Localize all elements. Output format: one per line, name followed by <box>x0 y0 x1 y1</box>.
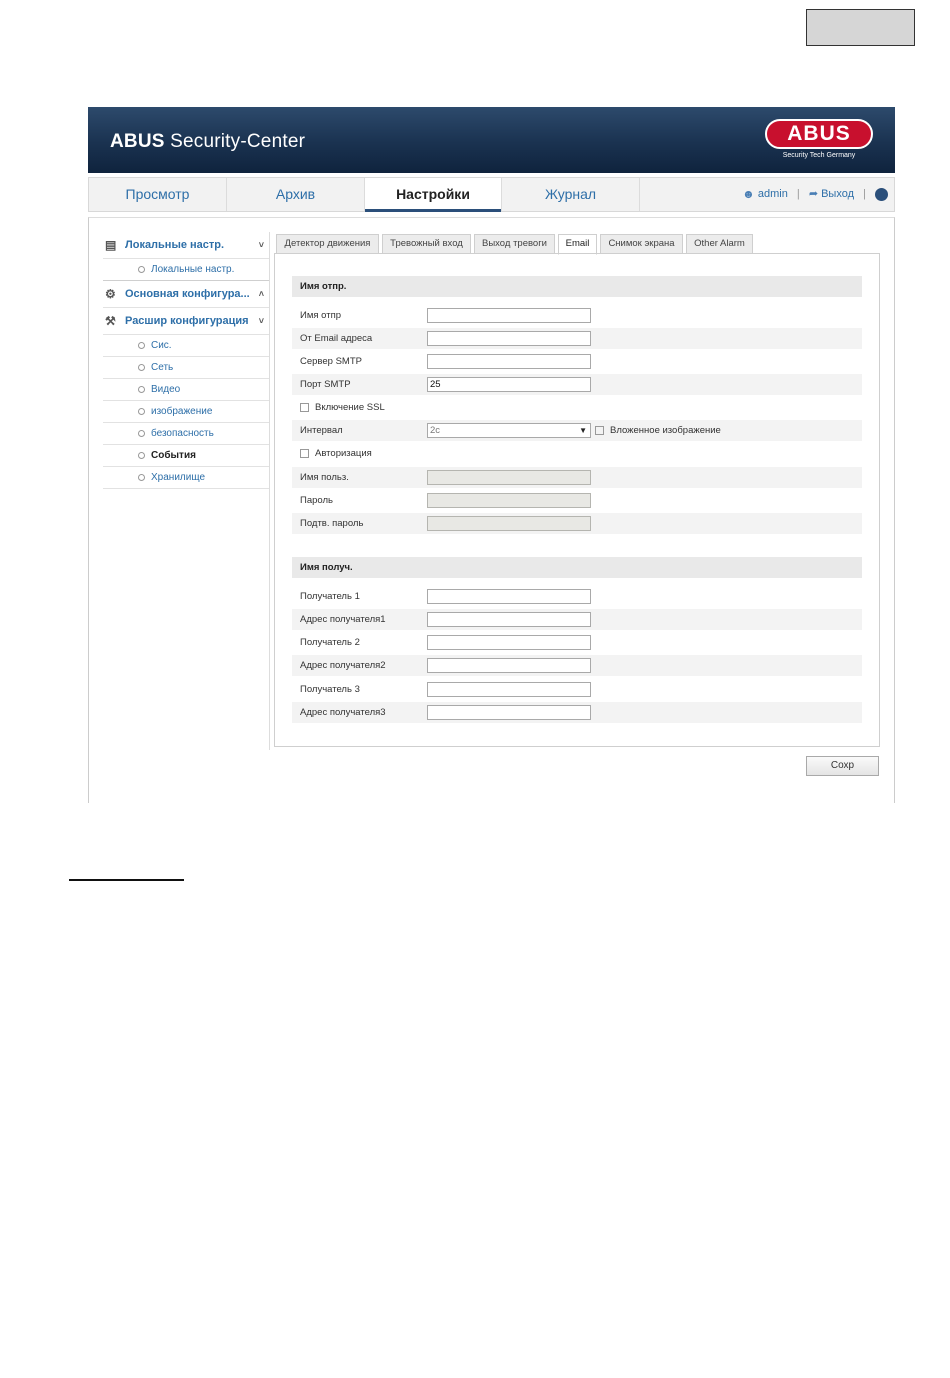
receiver3-addr-input[interactable] <box>427 705 591 720</box>
chevron-down-icon: ˅ <box>258 240 264 250</box>
sender-section-header: Имя отпр. <box>292 276 862 297</box>
receiver2-row: Получатель 2 <box>292 632 862 653</box>
subtab-alarm-input[interactable]: Тревожный вход <box>382 234 471 254</box>
smtp-server-row: Сервер SMTP <box>292 351 862 372</box>
ssl-checkbox[interactable] <box>300 403 309 412</box>
sidebar-item-local-settings[interactable]: Локальные настр. <box>103 259 270 281</box>
auth-row: Авторизация <box>292 443 862 464</box>
attach-image-checkbox[interactable] <box>595 426 604 435</box>
logo-tagline: Security Tech Germany <box>782 152 856 159</box>
user-link[interactable]: admin <box>757 188 788 200</box>
sender-name-input[interactable] <box>427 308 591 323</box>
auth-checkbox[interactable] <box>300 449 309 458</box>
monitor-icon: ▤ <box>105 238 117 252</box>
tab-archive[interactable]: Архив <box>275 186 316 202</box>
receiver1-addr-row: Адрес получателя1 <box>292 609 862 630</box>
wrench-icon: ⚒ <box>105 314 116 328</box>
save-button[interactable]: Сохр <box>806 756 879 776</box>
tab-preview[interactable]: Просмотр <box>125 186 190 202</box>
smtp-server-input[interactable] <box>427 354 591 369</box>
receiver3-row: Получатель 3 <box>292 679 862 700</box>
globe-icon[interactable] <box>875 188 888 201</box>
app-window <box>88 107 895 803</box>
chevron-down-icon: ˅ <box>258 316 264 326</box>
smtp-port-row: Порт SMTP 25 <box>292 374 862 395</box>
sidebar-group-basic[interactable]: ⚙ Основная конфигура... ˄ <box>103 281 270 308</box>
main-nav <box>88 177 895 212</box>
sidebar-item-image[interactable]: изображение <box>103 401 270 423</box>
sidebar-item-storage[interactable]: Хранилище <box>103 467 270 489</box>
username-row: Имя польз. <box>292 467 862 488</box>
dropdown-arrow-icon: ▼ <box>579 426 587 435</box>
sidebar <box>103 232 270 489</box>
subtab-email[interactable]: Email <box>558 234 597 255</box>
tab-log[interactable]: Журнал <box>544 186 597 202</box>
interval-select[interactable]: 2с ▼ <box>427 423 591 438</box>
sidebar-item-events[interactable]: События <box>103 445 270 467</box>
confirm-password-input[interactable] <box>427 516 591 531</box>
chevron-up-icon: ˄ <box>258 289 264 299</box>
receiver2-addr-input[interactable] <box>427 658 591 673</box>
underline-rule <box>69 879 184 881</box>
receiver2-addr-row: Адрес получателя2 <box>292 655 862 676</box>
header-bar <box>88 107 895 173</box>
subtab-alarm-output[interactable]: Выход тревоги <box>474 234 555 254</box>
sidebar-item-network[interactable]: Сеть <box>103 357 270 379</box>
page-number-box <box>806 9 915 46</box>
confirm-password-row: Подтв. пароль <box>292 513 862 534</box>
sender-name-row: Имя отпр <box>292 305 862 326</box>
sidebar-item-video[interactable]: Видео <box>103 379 270 401</box>
user-bar: ☻ admin | ➦ Выход | <box>742 178 888 211</box>
receiver3-addr-row: Адрес получателя3 <box>292 702 862 723</box>
receiver-section-header: Имя получ. <box>292 557 862 578</box>
sidebar-group-local[interactable]: ▤ Локальные настр. ˅ <box>103 232 270 259</box>
receiver1-row: Получатель 1 <box>292 586 862 607</box>
subtab-snapshot[interactable]: Снимок экрана <box>600 234 683 254</box>
password-row: Пароль <box>292 490 862 511</box>
receiver2-input[interactable] <box>427 635 591 650</box>
subtab-other-alarm[interactable]: Other Alarm <box>686 234 753 254</box>
tab-settings[interactable]: Настройки <box>365 178 501 212</box>
gear-icon: ⚙ <box>105 287 116 301</box>
sidebar-group-advanced[interactable]: ⚒ Расшир конфигурация ˅ <box>103 308 270 335</box>
receiver1-addr-input[interactable] <box>427 612 591 627</box>
username-input[interactable] <box>427 470 591 485</box>
from-email-row: От Email адреса <box>292 328 862 349</box>
logout-icon: ➦ <box>808 188 819 200</box>
ssl-row: Включение SSL <box>292 397 862 418</box>
receiver3-input[interactable] <box>427 682 591 697</box>
user-icon: ☻ <box>742 187 755 201</box>
sidebar-item-system[interactable]: Сис. <box>103 335 270 357</box>
smtp-port-input[interactable]: 25 <box>427 377 591 392</box>
abus-logo <box>765 119 873 161</box>
subtab-motion[interactable]: Детектор движения <box>276 234 379 254</box>
logo-text: ABUS <box>765 119 873 149</box>
receiver1-input[interactable] <box>427 589 591 604</box>
interval-row: Интервал 2с ▼ Вложенное изображение <box>292 420 862 441</box>
password-input[interactable] <box>427 493 591 508</box>
from-email-input[interactable] <box>427 331 591 346</box>
brand-title: ABUS Security-Center <box>110 131 306 152</box>
logout-link[interactable]: Выход <box>821 188 855 200</box>
sidebar-item-security[interactable]: безопасность <box>103 423 270 445</box>
